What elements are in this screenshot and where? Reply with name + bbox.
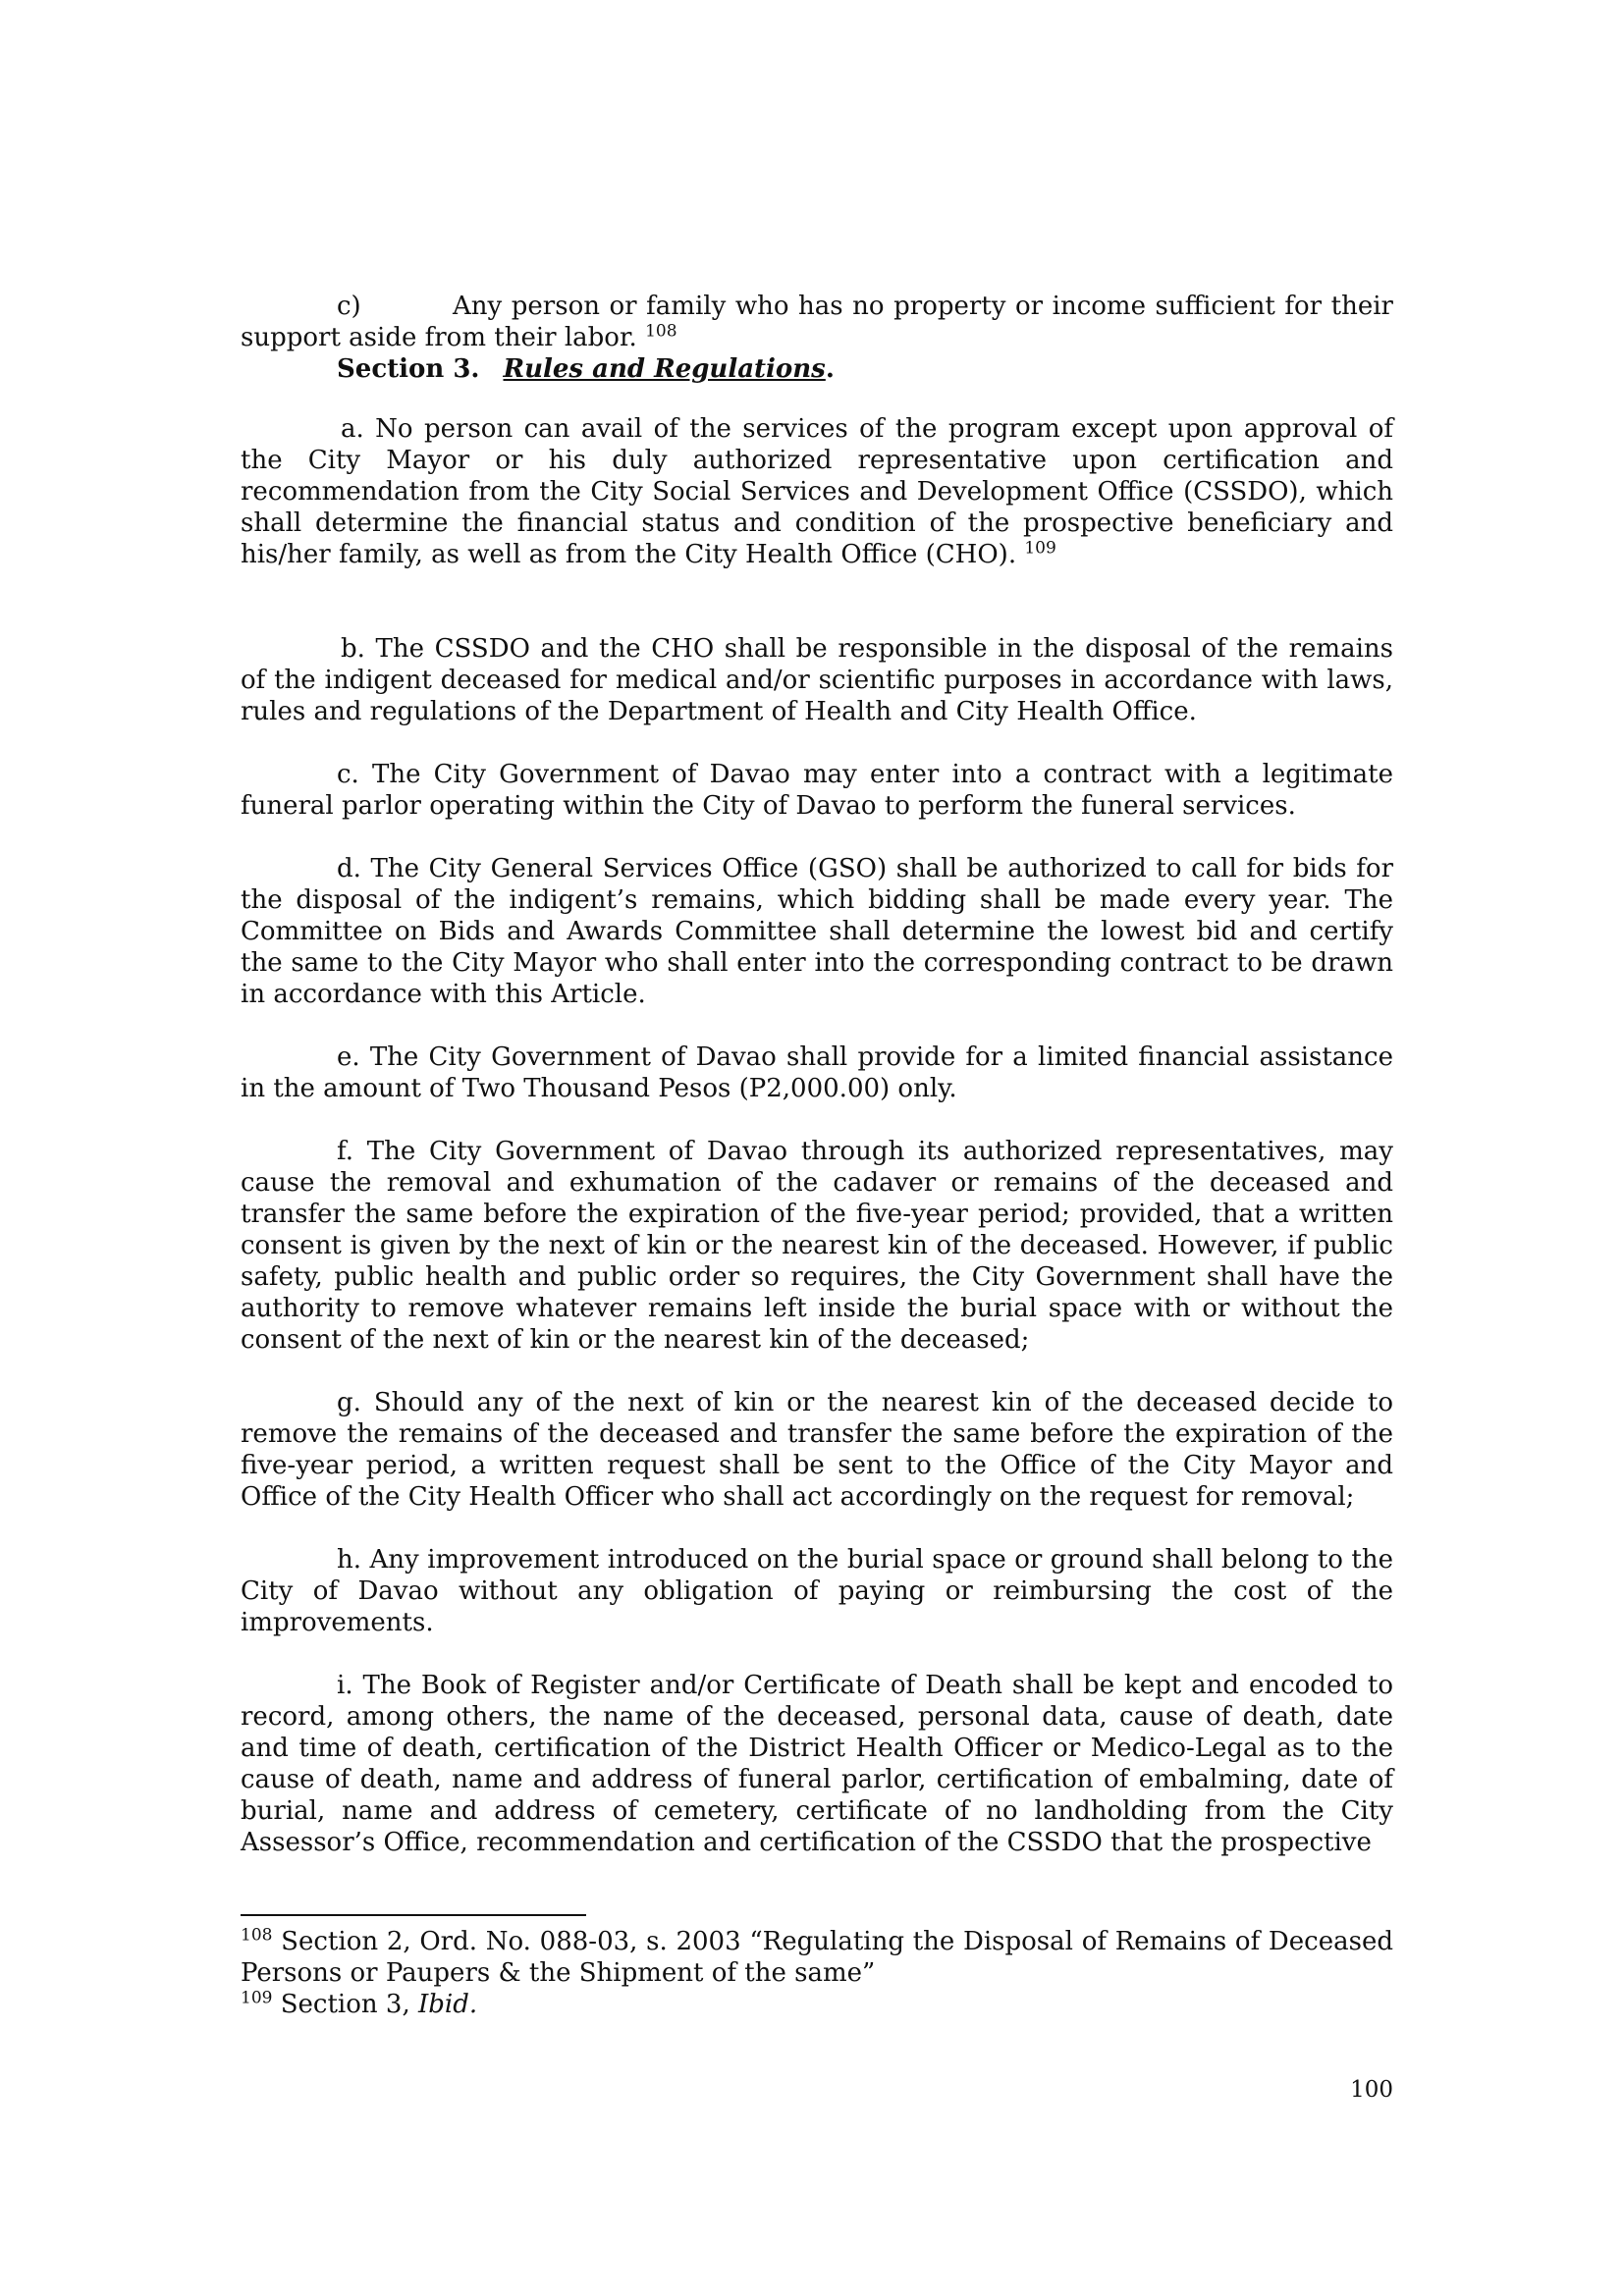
footnote-109 <box>241 1989 1393 2020</box>
page-number: 100 <box>1350 2077 1393 2103</box>
rule-item-h: h. Any improvement introduced on the burial space or ground shall belong to the City of Davao without any obligation of paying or reimbursing the cost of the improvements. <box>241 1545 1393 1637</box>
footnote-108 <box>241 1926 1393 1989</box>
footnote-109-ibid: Ibid. <box>417 1990 478 2019</box>
document-body <box>241 291 1393 1858</box>
footnote-ref-109[interactable]: 109 <box>1024 538 1056 559</box>
section-3-heading <box>241 353 1393 385</box>
section-number: Section 3. <box>337 354 480 384</box>
rule-item-d: d. The City General Services Office (GSO) shall be authorized to call for bids for the disposal of the indigent’s remains, which bidding shall be made every year. The Committee on Bids and Awards Committee shall determine the lowest bid and certify the same to the City Mayor who shall enter into the corresponding contract to be drawn in accordance with this Article. <box>241 854 1393 1009</box>
footnote-108-number: 108 <box>241 1925 273 1946</box>
footnote-108-text: Section 2, Ord. No. 088-03, s. 2003 “Regulating the Disposal of Remains of Deceased Persons or Paupers & the Shipment of the same” <box>241 1927 1393 1988</box>
rule-item-e: e. The City Government of Davao shall provide for a limited financial assistance in the amount of Two Thousand Pesos (P2,000.00) only. <box>241 1042 1393 1103</box>
footnote-ref-108[interactable]: 108 <box>645 321 677 342</box>
item-c-text: Any person or family who has no property or income sufficient for their support aside from their labor. <box>241 292 1393 352</box>
footnotes <box>241 1926 1393 2020</box>
rule-item-f: f. The City Government of Davao through its authorized representatives, may cause the removal and exhumation of the cadaver or remains of the deceased and transfer the same before the expiration of the five-year period; provided, that a written consent is given by the next of kin or the nearest kin of the deceased. However, if public safety, public health and public order so requires, the City Government shall have the authority to remove whatever remains left inside the burial space with or without the consent of the next of kin or the nearest kin of the deceased; <box>241 1137 1393 1355</box>
rule-item-a <box>241 413 1393 570</box>
rule-item-g: g. Should any of the next of kin or the nearest kin of the deceased decide to remove the remains of the deceased and transfer the same before the expiration of the five-year period, a written request shall be sent to the Office of the City Mayor and Office of the City Health Officer who shall act accordingly on the request for removal; <box>241 1388 1393 1512</box>
footnote-109-text: Section 3, <box>272 1990 418 2019</box>
footnote-separator <box>241 1914 586 1916</box>
paragraph-item-c <box>241 291 1393 353</box>
section-title-period: . <box>825 354 835 384</box>
rule-item-c: c. The City Government of Davao may enter into a contract with a legitimate funeral parlor operating within the City of Davao to perform the funeral services. <box>241 760 1393 821</box>
section-title: Rules and Regulations <box>503 354 826 384</box>
footnote-109-number: 109 <box>241 1988 273 2008</box>
rule-item-i: i. The Book of Register and/or Certificate of Death shall be kept and encoded to record, among others, the name of the deceased, personal data, cause of death, date and time of death, certification of the District Health Officer or Medico-Legal as to the cause of death, name and address of funeral parlor, certification of embalming, date of burial, name and address of cemetery, certificate of no landholding from the City Assessor’s Office, recommendation and certification of the CSSDO that the prospective <box>241 1671 1393 1857</box>
item-c-label: c) <box>337 292 361 321</box>
rule-item-b: b. The CSSDO and the CHO shall be responsible in the disposal of the remains of the indigent deceased for medical and/or scientific purposes in accordance with laws, rules and regulations of the Department of Health and City Health Office. <box>241 634 1393 726</box>
rule-item-a-text: a. No person can avail of the services of the program except upon approval of the City Mayor or his duly authorized representative upon certification and recommendation from the City Social Services and Development Office (CSSDO), which shall determine the financial status and condition of the prospective beneficiary and his/her family, as well as from the City Health Office (CHO). <box>241 414 1393 569</box>
